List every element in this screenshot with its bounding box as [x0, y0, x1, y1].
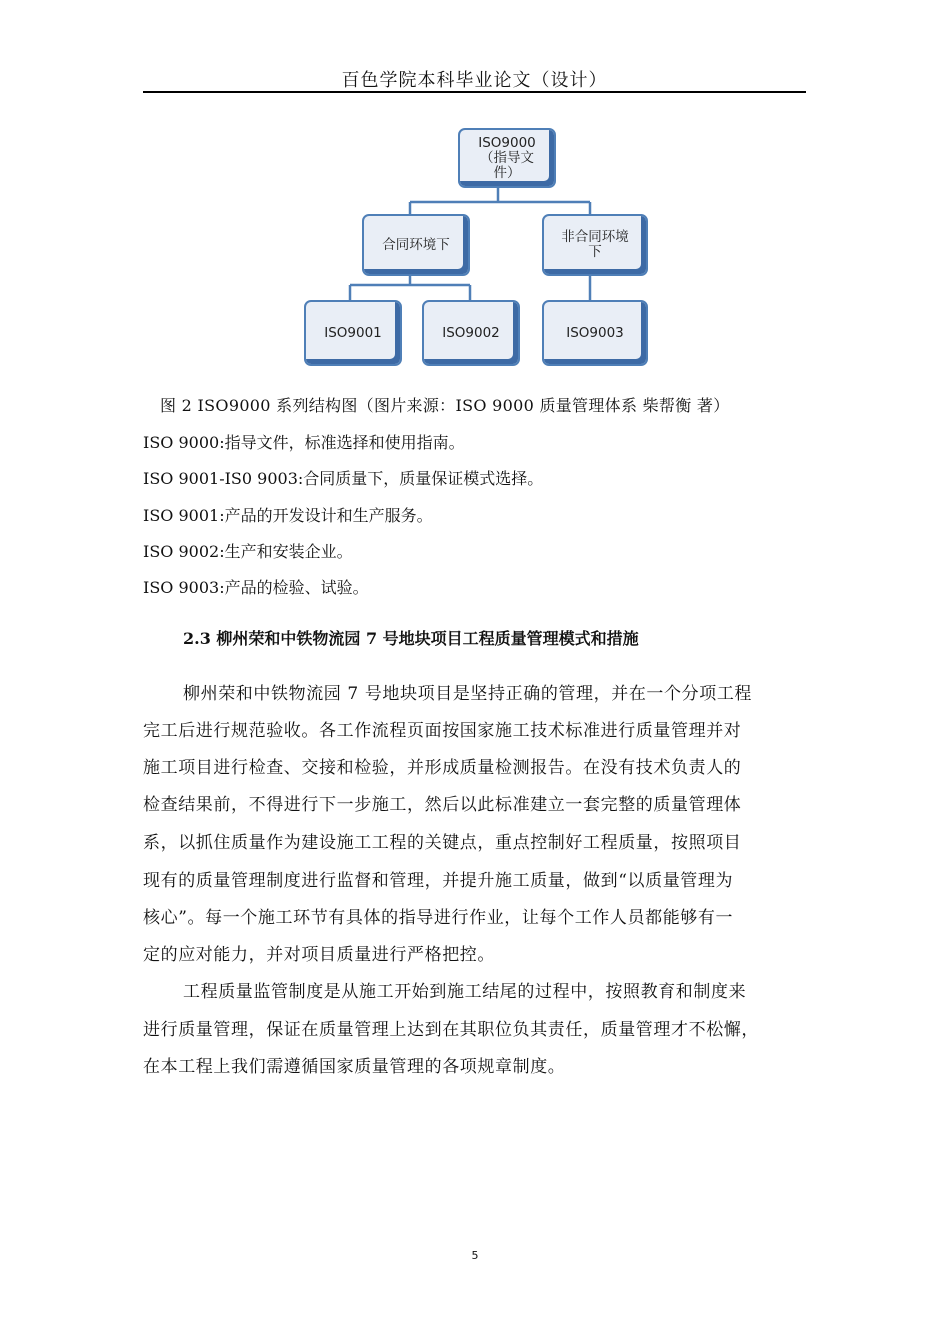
- paragraph-line: 工程质量监管制度是从施工开始到施工结尾的过程中，按照教育和制度来: [183, 982, 747, 1002]
- definition-line: ISO 9003:产品的检验、试验。: [143, 578, 369, 597]
- node-iso9001: [304, 300, 402, 366]
- section-heading: 2.3 柳州荣和中铁物流园 7 号地块项目工程质量管理模式和措施: [183, 629, 639, 648]
- paragraph-line: 定的应对能力，并对项目质量进行严格把控。: [143, 945, 495, 965]
- iso9000-structure-diagram: [290, 110, 670, 375]
- node-iso9001-label: ISO9001: [324, 324, 382, 341]
- paragraph-line: 柳州荣和中铁物流园 7 号地块项目是坚持正确的管理，并在一个分项工程: [183, 684, 753, 704]
- node-iso9000-root: [458, 128, 556, 188]
- node-iso9003-label: ISO9003: [566, 324, 624, 341]
- node-iso9002-label: ISO9002: [442, 324, 500, 341]
- definition-line: ISO 9001-IS0 9003:合同质量下，质量保证模式选择。: [143, 469, 544, 488]
- paragraph-line: 在本工程上我们需遵循国家质量管理的各项规章制度。: [143, 1057, 566, 1077]
- page-header-title: 百色学院本科毕业论文（设计）: [341, 70, 608, 91]
- figure-caption: 图 2 ISO9000 系列结构图（图片来源：ISO 9000 质量管理体系 柴帮衡 著）: [160, 396, 730, 415]
- paragraph-line: 系，以抓住质量作为建设施工工程的关键点，重点控制好工程质量，按照项目: [143, 833, 742, 853]
- paragraph-line: 核心”。每一个施工环节有具体的指导进行作业，让每个工作人员都能够有一: [143, 908, 734, 928]
- header-rule: [143, 91, 806, 93]
- page-number: 5: [471, 1249, 479, 1262]
- paragraph-line: 施工项目进行检查、交接和检验，并形成质量检测报告。在没有技术负责人的: [143, 758, 742, 778]
- node-contract-environment-label: 合同环境下: [382, 236, 450, 253]
- node-non-contract-environment: [542, 214, 648, 276]
- paragraph-line: 进行质量管理，保证在质量管理上达到在其职位负其责任，质量管理才不松懈，: [143, 1020, 759, 1040]
- definition-line: ISO 9001:产品的开发设计和生产服务。: [143, 506, 433, 525]
- paragraph-line: 现有的质量管理制度进行监督和管理，并提升施工质量，做到“以质量管理为: [143, 871, 734, 891]
- node-iso9000-label: ISO9000 （指导文 件）: [478, 134, 536, 181]
- node-contract-environment: [362, 214, 470, 276]
- node-non-contract-environment-label: 非合同环境 下: [561, 229, 629, 260]
- node-iso9003: [542, 300, 648, 366]
- paragraph-line: 检查结果前，不得进行下一步施工，然后以此标准建立一套完整的质量管理体: [143, 795, 742, 815]
- paragraph-line: 完工后进行规范验收。各工作流程页面按国家施工技术标准进行质量管理并对: [143, 721, 742, 741]
- definition-line: ISO 9000:指导文件，标准选择和使用指南。: [143, 433, 465, 452]
- definition-line: ISO 9002:生产和安装企业。: [143, 542, 353, 561]
- node-iso9002: [422, 300, 520, 366]
